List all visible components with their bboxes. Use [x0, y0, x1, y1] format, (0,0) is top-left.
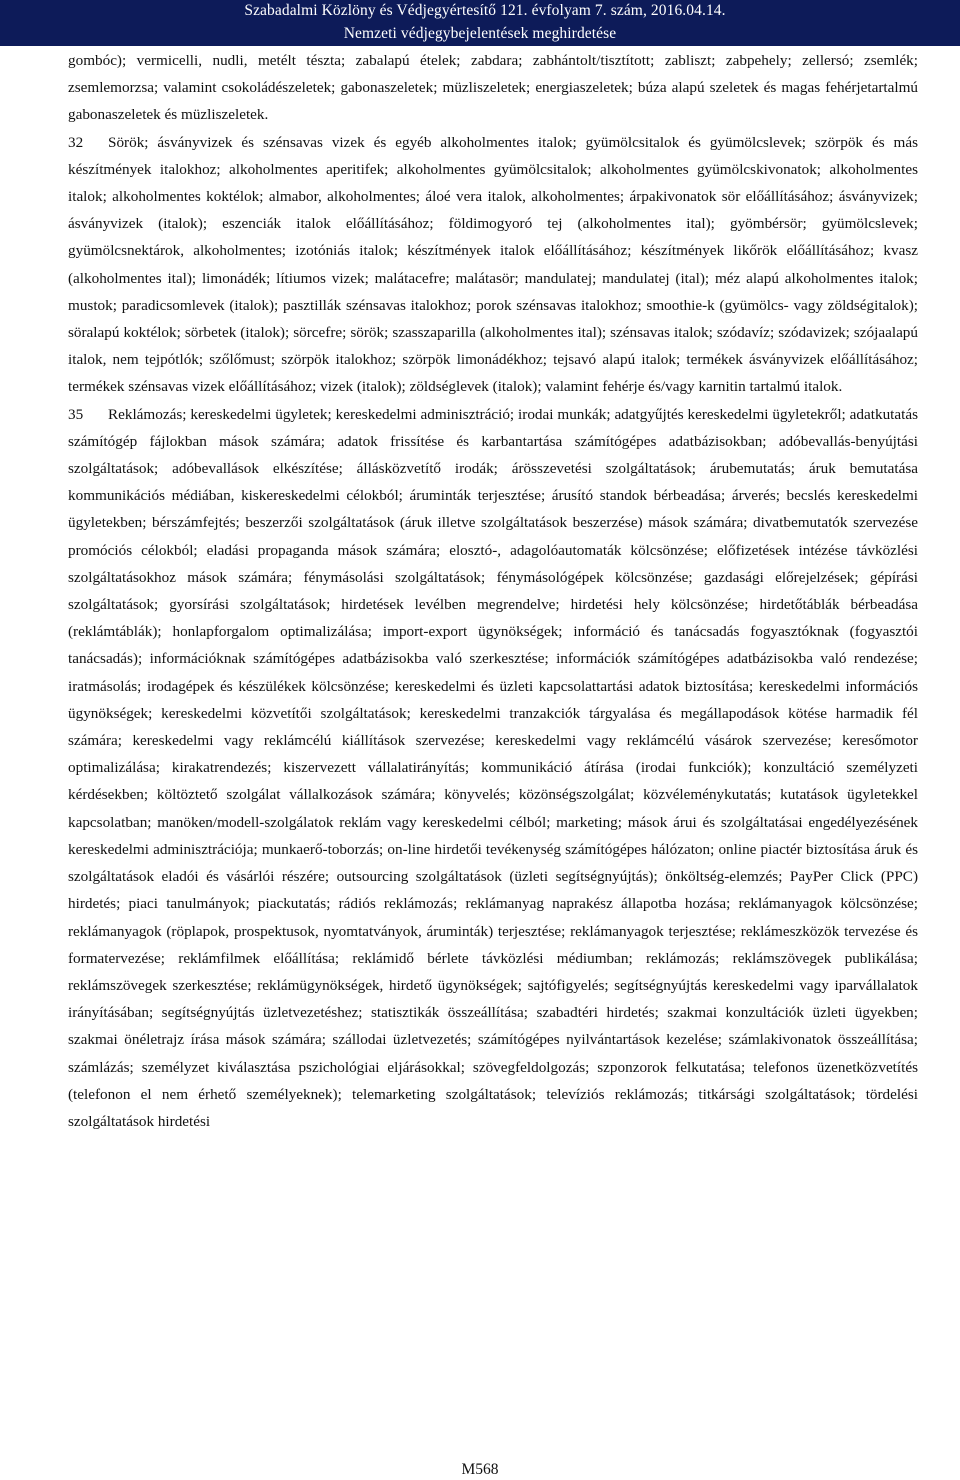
continuation-paragraph: gombóc); vermicelli, nudli, metélt tészta; zabalapú ételek; zabdara; zabhántolt/tisztított; zabliszt; zabpehely; zellersó; zsemlék; zsemlemorzsa; valamint csokoládészeletek; gabonaszeletek; müzliszeletek; energiaszeletek; búza alapú szeletek és magas fehérjetartalmú gabonaszeletek és müzliszeletek.: [68, 52, 918, 124]
class-paragraph-32: [68, 129, 918, 401]
page-number: M568: [461, 1461, 499, 1478]
class-number: 35: [68, 405, 84, 423]
goods-services-list: [68, 47, 918, 1135]
gazette-title: Szabadalmi Közlöny és Védjegyértesítő 121. évfolyam 7. szám, 2016.04.14.: [244, 2, 726, 19]
section-title: Nemzeti védjegybejelentések meghirdetése: [343, 25, 617, 42]
class-paragraph-35: [68, 401, 918, 1135]
class-description: Reklámozás; kereskedelmi ügyletek; kereskedelmi adminisztráció; irodai munkák; adatgyűjtés kereskedelmi ügyletekről; adatkutatás számítógép fájlokban mások számára; adatok frissítése és karbantartása számítógépes adatbázisokban; adóbevallás-benyújtási szolgáltatások; adóbevallások elkészítése; állásközvetítő irodák; árösszevetési szolgáltatások; árubemutatás; áruk bemutatása kommunikációs médiában, kiskereskedelmi célokból; áruminták terjesztése; árusító standok bérbeadása; árverés; becslés kereskedelmi ügyletekben; bérszámfejtés; beszerzői szolgáltatások (áruk illetve szolgáltatások beszerzése) mások számára; divatbemutatók szervezése promóciós célokból; eladási propaganda mások számára; elosztó-, adagolóautomaták kölcsönzése; előfizetések intézése távközlési szolgáltatásokhoz mások számára; fénymásolási szolgáltatások; fénymásológépek kölcsönzése; gazdasági előrejelzések; gépírási szolgáltatások; gyorsírási szolgáltatások; hirdetések levélben megrendelve; hirdetési hely kölcsönzése; hirdetőtáblák bérbeadása (reklámtáblák); honlapforgalom optimalizálása; import-export ügynökségek; információ és tanácsadás fogyasztóknak (fogyasztói tanácsadás); információknak számítógépes adatbázisokba való szerkesztése; információk számítógépes adatbázisokba való rendezése; iratmásolás; irodagépek és készülékek kölcsönzése; kereskedelmi és üzleti kapcsolattartási adatok biztosítása; kereskedelmi információs ügynökségek; kereskedelmi közvetítői szolgáltatások; kereskedelmi tranzakciók tárgyalása és megállapodások kötése harmadik fél számára; kereskedelmi vagy reklámcélú kiállítások szervezése; kereskedelmi vagy reklámcélú vásárok szervezése; keresőmotor optimalizálása; kirakatrendezés; kiszervezett vállalatirányítás; kommunikáció átírása (irodai funkciók); konzultáció személyzeti kérdésekben; költöztető szolgálat vállalkozások számára; könyvelés; közönségszolgálat; közvéleménykutatás; kutatások ügyletekkel kapcsolatban; manöken/modell-szolgálatok reklám vagy kereskedelmi célból; marketing; mások árui és szolgáltatásai engedélyezésének kereskedelmi adminisztrációja; munkaerő-toborzás; on-line hirdetői tevékenység számítógépes hálózaton; online piactér biztosítása áruk és szolgáltatások eladói és vásárlói részére; outsourcing szolgáltatások (üzleti segítségnyújtás); önköltség-elemzés; PayPer Click (PPC) hirdetés; piaci tanulmányok; piackutatás; rádiós reklámozás; reklámanyag naprakész állapotba hozása; reklámanyagok kölcsönzése; reklámanyagok (röplapok, prospektusok, nyomtatványok, áruminták) terjesztése; reklámanyagok terjesztése; reklámeszközök tervezése és formatervezése; reklámfilmek előállítása; reklámidő bérlete távközlési médiumban; reklámozás; reklámszövegek publikálása; reklámszövegek szerkesztése; reklámügynökségek, hirdető ügynökségek; sajtófigyelés; segítségnyújtás kereskedelmi vagy iparvállalatok irányításában; segítségnyújtás üzletvezetéshez; statisztikák összeállítása; szabadtéri hirdetés; szakmai konzultációk üzleti ügyekben; szakmai önéletrajz írása mások számára; szállodai üzletvezetés; számítógépes nyilvántartások kezelése; számlakivonatok összeállítása; számlázás; személyzet kiválasztása pszichológiai eljárásokkal; szövegfeldolgozás; szponzorok felkutatása; telefonos üzenetközvetítés (telefonon el nem érhető személyeknek); telemarketing szolgáltatások; televíziós reklámozás; titkársági szolgáltatások; tördelési szolgáltatások hirdetési: [68, 405, 918, 1130]
class-description: Sörök; ásványvizek és szénsavas vizek és egyéb alkoholmentes italok; gyümölcsitalok és gyümölcslevek; szörpök és más készítmények italokhoz; alkoholmentes aperitifek; alkoholmentes gyümölcsitalok; alkoholmentes gyümölcskivonatok; alkoholmentes italok; alkoholmentes koktélok; almabor, alkoholmentes; áloé vera italok, alkoholmentes; árpakivonatok sör előállításához; ásványvizek; ásványvizek (italok); eszenciák italok előállításához; földimogyoró tej (alkoholmentes ital); gyömbérsör; gyümölcslevek; gyümölcsnektárok, alkoholmentes; izotóniás italok; készítmények italok előállításához; készítmények likőrök előállításához; kvasz (alkoholmentes ital); limonádék; lítiumos vizek; malátacefre; malátasör; mandulatej; mandulatej (ital); méz alapú alkoholmentes italok; mustok; paradicsomlevek (italok); pasztillák szénsavas italokhoz; porok szénsavas italokhoz; smoothie-k (gyümölcs- vagy zöldségitalok); söralapú koktélok; sörbetek (italok); sörcefre; sörök; szasszaparilla (alkoholmentes ital); szénsavas italok; szódavíz; szódavizek; szójaalapú italok, nem tejpótlók; szőlőmust; szörpök italokhoz; szörpök limonádékhoz; tejsavó alapú italok; termékek ásványvizek előállításához; termékek szénsavas vizek előállításához; vizek (italok); zöldséglevek (italok); valamint fehérje és/vagy karnitin tartalmú italok.: [68, 133, 918, 396]
class-number: 32: [68, 133, 84, 151]
gazette-header: [0, 0, 960, 46]
